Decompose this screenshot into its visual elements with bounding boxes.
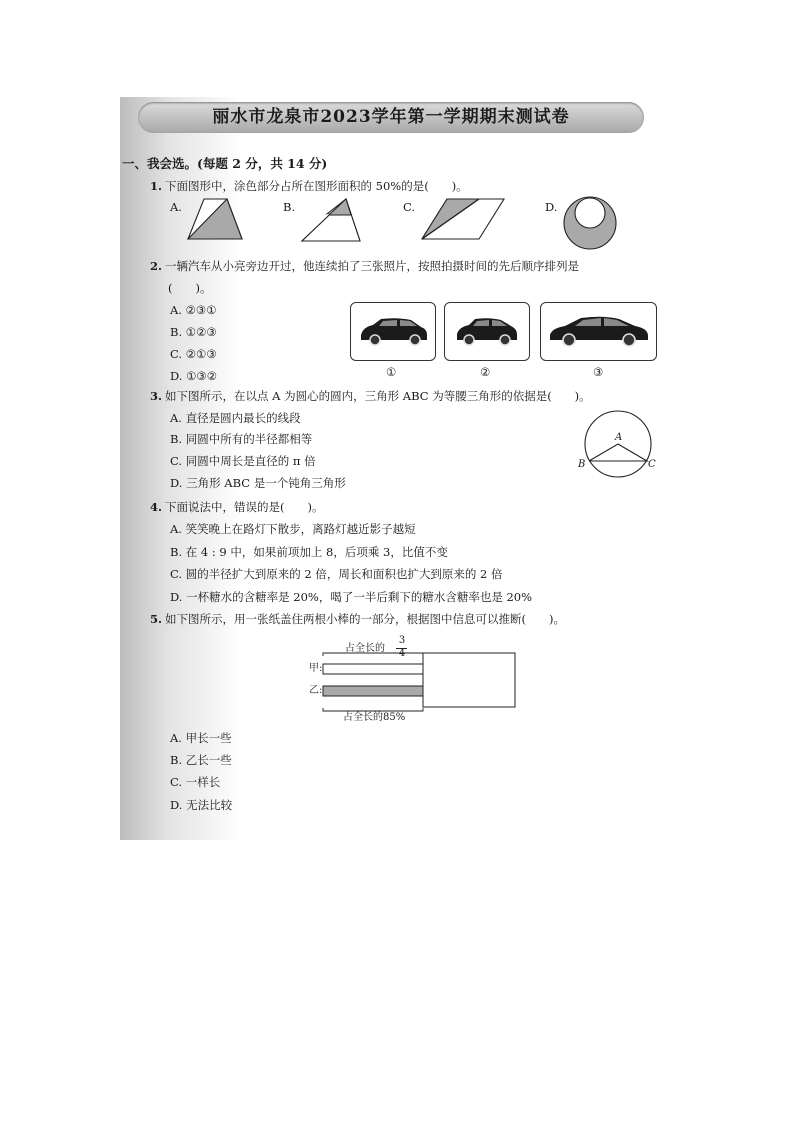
q1-option-a-label: A. xyxy=(170,200,182,214)
q4-option-c: C. 圆的半径扩大到原来的 2 倍，周长和面积也扩大到原来的 2 倍 xyxy=(170,567,503,581)
q5-stick-label-yi: 乙: xyxy=(309,685,323,696)
q3-option-d: D. 三角形 ABC 是一个钝角三角形 xyxy=(170,476,346,490)
q2-option-a: A. ②③① xyxy=(170,303,217,317)
q1-figure-c-parallelogram xyxy=(420,196,506,242)
q4-option-d: D. 一杯糖水的含糖率是 20%，喝了一半后剩下的糖水含糖率也是 20% xyxy=(170,590,533,604)
section-heading: 一、我会选。(每题 2 分，共 14 分) xyxy=(122,156,328,171)
q5-stem: 如下图所示，用一张纸盖住两根小棒的一部分，根据图中信息可以推断( )。 xyxy=(165,612,565,626)
q5-option-a: A. 甲长一些 xyxy=(170,731,232,745)
q3-point-c: C xyxy=(648,459,656,470)
q3-stem: 如下图所示，在以点 A 为圆心的圆内，三角形 ABC 为等腰三角形的依据是( )。 xyxy=(165,389,591,403)
car-photo-1-label: ① xyxy=(386,365,397,379)
q3-option-a: A. 直径是圆内最长的线段 xyxy=(170,411,301,425)
q2-stem-line1: 一辆汽车从小亮旁边开过，他连续拍了三张照片，按照拍摄时间的先后顺序排列是 xyxy=(165,259,579,273)
q2-number: 2. xyxy=(150,259,163,273)
q5-stick-label-jia: 甲: xyxy=(309,663,323,674)
q2-option-d: D. ①③② xyxy=(170,369,218,383)
page-title: 丽水市龙泉市2023学年第一学期期末测试卷 xyxy=(212,107,570,127)
q5-fraction-denominator: 4 xyxy=(398,648,406,659)
car-photo-2 xyxy=(444,302,530,361)
q3-number: 3. xyxy=(150,389,163,403)
q1-option-d-label: D. xyxy=(545,200,558,214)
q4-stem: 下面说法中，错误的是( )。 xyxy=(165,500,324,514)
q1-figure-d-circles xyxy=(562,195,618,251)
q4-number: 4. xyxy=(150,500,163,514)
q3-circle-triangle-figure xyxy=(580,410,656,482)
q1-figure-a-trapezoid xyxy=(185,196,245,242)
q5-option-c: C. 一样长 xyxy=(170,775,221,789)
q1-option-c-label: C. xyxy=(403,200,416,214)
q3-point-b: B xyxy=(578,459,586,470)
q5-fraction-numerator: 3 xyxy=(398,635,406,646)
car-rear-view-icon xyxy=(453,317,521,347)
car-photo-3 xyxy=(540,302,657,361)
q2-stem-line2: ( )。 xyxy=(168,281,212,295)
q5-top-label: 占全长的 xyxy=(345,643,385,654)
q5-option-b: B. 乙长一些 xyxy=(170,753,232,767)
q1-number: 1. xyxy=(150,179,163,193)
q2-option-c: C. ②①③ xyxy=(170,347,217,361)
q1-stem: 下面图形中，涂色部分占所在图形面积的 50%的是( )。 xyxy=(165,179,468,193)
car-photo-3-label: ③ xyxy=(593,365,604,379)
q1-figure-b-triangle xyxy=(300,196,362,244)
q4-option-a: A. 笑笑晚上在路灯下散步，离路灯越近影子越短 xyxy=(170,522,416,536)
q3-option-b: B. 同圆中所有的半径都相等 xyxy=(170,432,313,446)
q5-sticks-figure xyxy=(310,650,522,716)
q5-bottom-label: 占全长的85% xyxy=(343,712,406,723)
car-side-view-icon xyxy=(547,315,651,347)
q2-option-b: B. ①②③ xyxy=(170,325,217,339)
q4-option-b: B. 在 4 : 9 中，如果前项加上 8，后项乘 3，比值不变 xyxy=(170,545,448,559)
q3-option-c: C. 同圆中周长是直径的 π 倍 xyxy=(170,454,316,468)
q1-option-b-label: B. xyxy=(283,200,296,214)
q5-option-d: D. 无法比较 xyxy=(170,798,233,812)
q5-number: 5. xyxy=(150,612,163,626)
car-front-view-icon xyxy=(357,317,429,347)
q3-point-a: A xyxy=(615,432,623,443)
car-photo-2-label: ② xyxy=(480,365,491,379)
car-photo-1 xyxy=(350,302,436,361)
